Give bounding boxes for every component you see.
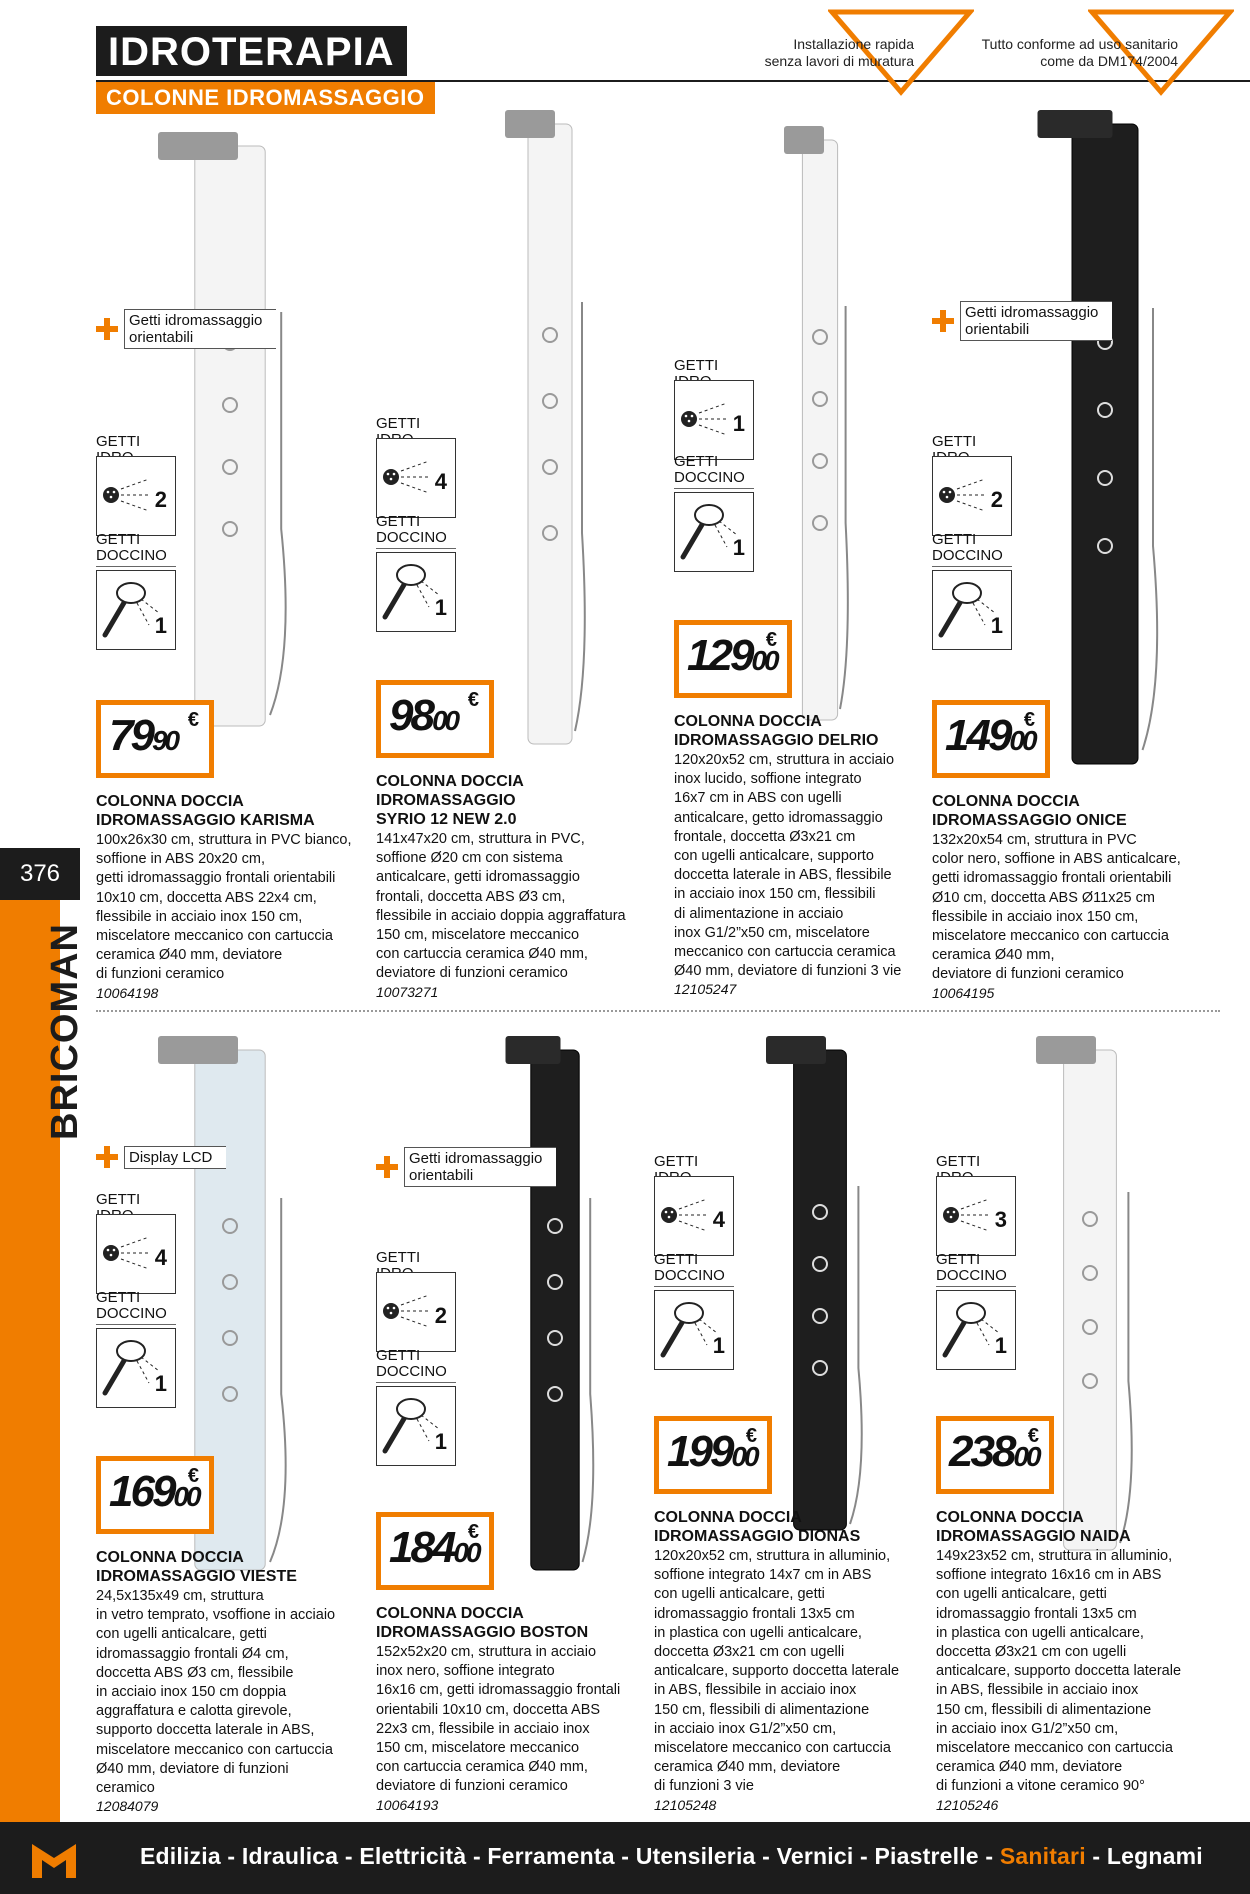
- getti-idro-label: GETTI: [376, 416, 456, 451]
- page-number: 376: [0, 848, 80, 900]
- desc-line: idromassaggio frontali Ø4 cm,: [96, 1645, 289, 1662]
- getti-doccino-count: 1: [732, 535, 745, 560]
- feature-line: orientabili: [129, 329, 194, 346]
- price-value: [687, 633, 777, 684]
- feature-callout: [376, 1148, 556, 1186]
- desc-line: con cartuccia ceramica Ø40 mm,: [376, 1759, 588, 1776]
- title-line: IDROMASSAGGIO NAIDA: [936, 1528, 1131, 1545]
- note-line: Tutto conforme ad uso sanitario: [981, 36, 1178, 52]
- desc-line: in acciaio inox 150 cm, flessibili: [674, 886, 876, 903]
- water-jet-icon: [377, 439, 437, 515]
- price-int: 129: [687, 631, 752, 680]
- product-code: 10064198: [96, 984, 159, 1001]
- price-value: [389, 1525, 479, 1576]
- label-line: DOCCINO: [376, 529, 447, 546]
- desc-line: 152x52x20 cm, struttura in acciaio: [376, 1644, 597, 1660]
- title-line: COLONNA DOCCIA: [674, 713, 822, 730]
- desc-line: anticalcare, getti idromassaggio: [376, 869, 580, 886]
- getti-idro-count: 4: [712, 1207, 725, 1232]
- desc-line: con ugelli anticalcare, getti: [936, 1586, 1107, 1603]
- price-dec: 00: [431, 705, 458, 736]
- getti-doccino-box: [376, 1386, 456, 1466]
- title-line: COLONNA DOCCIA: [376, 773, 524, 790]
- desc-line: Ø40 mm, deviatore di funzioni 3 vie: [674, 963, 902, 980]
- title-line: COLONNA DOCCIA: [96, 1549, 244, 1566]
- product-code: 10064195: [932, 984, 995, 1001]
- desc-line: anticalcare, supporto doccetta laterale: [936, 1663, 1182, 1680]
- feature-text: [404, 1147, 556, 1187]
- getti-idro-box: [96, 1214, 176, 1294]
- footer-categories: [140, 1843, 1203, 1870]
- price-inner: [941, 1421, 1049, 1489]
- footer-separator: -: [614, 1843, 636, 1869]
- desc-line: 10x10 cm, doccetta ABS 22x4 cm,: [96, 889, 317, 906]
- desc-line: frontali, doccetta ABS Ø3 cm,: [376, 888, 566, 905]
- desc-line: in ABS, flessibile in acciaio inox: [654, 1682, 857, 1699]
- footer-separator: -: [978, 1843, 1000, 1869]
- feature-line: Display LCD: [129, 1148, 213, 1166]
- getti-idro-label: GETTI: [96, 434, 176, 469]
- desc-line: 100x26x30 cm, struttura in PVC bianco,: [96, 832, 352, 848]
- plus-icon: [96, 318, 118, 340]
- title-line: COLONNA DOCCIA: [936, 1509, 1084, 1526]
- currency-symbol: €: [467, 1521, 479, 1543]
- getti-idro-box: [936, 1176, 1016, 1256]
- desc-line: ceramica Ø40 mm, deviatore: [96, 947, 283, 964]
- getti-idro-count: 4: [434, 469, 447, 494]
- water-jet-icon: [97, 1215, 157, 1291]
- currency-symbol: €: [187, 709, 199, 731]
- getti-idro-box: [674, 380, 754, 460]
- product-title: [654, 1508, 860, 1546]
- footer-category: Utensileria: [635, 1843, 756, 1869]
- note-line: senza lavori di muratura: [764, 53, 914, 69]
- footer-category: Piastrelle: [874, 1843, 979, 1869]
- feature-callout: [932, 302, 1112, 340]
- product-description: [932, 831, 1202, 985]
- label-line: GETTI: [96, 1289, 141, 1306]
- getti-idro-box: [96, 456, 176, 536]
- getti-doccino-box: [932, 570, 1012, 650]
- feature-text: [960, 301, 1112, 341]
- price-value: [109, 1469, 199, 1520]
- feature-line: Getti idromassaggio: [129, 312, 263, 329]
- product-code: 12105246: [936, 1796, 999, 1813]
- feature-line: orientabili: [409, 1167, 474, 1184]
- desc-line: di funzioni ceramico: [96, 966, 225, 983]
- footer-category: Vernici: [776, 1843, 854, 1869]
- getti-doccino-label: [376, 514, 456, 549]
- getti-doccino-label: [376, 1348, 456, 1383]
- label-line: DOCCINO: [674, 469, 745, 486]
- note-installazione: [740, 36, 914, 70]
- feature-text: [124, 309, 276, 349]
- desc-line: Ø40 mm, deviatore di funzioni: [96, 1760, 289, 1777]
- price-int: 149: [945, 711, 1010, 760]
- getti-doccino-label: [932, 532, 1012, 567]
- title-line: IDROMASSAGGIO DELRIO: [674, 732, 879, 749]
- shower-column-image: [780, 120, 860, 740]
- price-tag: [932, 700, 1050, 778]
- page-subtitle: COLONNE IDROMASSAGGIO: [96, 82, 435, 114]
- desc-line: miscelatore meccanico con cartuccia: [936, 1740, 1173, 1757]
- price-int: 199: [667, 1427, 732, 1476]
- plus-icon: [376, 1156, 398, 1178]
- desc-line: doccetta Ø3x21 cm con ugelli: [654, 1644, 845, 1661]
- label-line: GETTI: [96, 531, 141, 548]
- price-value: [945, 713, 1035, 764]
- getti-doccino-box: [654, 1290, 734, 1370]
- note-conforme: [968, 36, 1178, 70]
- label-line: DOCCINO: [654, 1267, 725, 1284]
- desc-line: soffione integrato 16x16 cm in ABS: [936, 1567, 1162, 1584]
- getti-doccino-label: [96, 532, 176, 567]
- currency-symbol: €: [187, 1465, 199, 1487]
- getti-doccino-count: 1: [434, 1429, 447, 1454]
- getti-doccino-label: [674, 454, 754, 489]
- label-line: GETTI: [936, 1251, 981, 1268]
- desc-line: 150 cm, flessibili di alimentazione: [654, 1701, 870, 1718]
- getti-doccino-box: [936, 1290, 1016, 1370]
- getti-idro-label: GETTI: [96, 1192, 176, 1227]
- desc-line: anticalcare, supporto doccetta laterale: [654, 1663, 900, 1680]
- getti-doccino-count: 1: [994, 1333, 1007, 1358]
- desc-line: anticalcare, getto idromassaggio: [674, 809, 883, 826]
- title-line: COLONNA DOCCIA: [654, 1509, 802, 1526]
- desc-line: in acciaio inox G1/2”x50 cm,: [654, 1720, 837, 1737]
- desc-line: in plastica con ugelli anticalcare,: [936, 1624, 1144, 1641]
- desc-line: in acciaio inox 150 cm doppia: [96, 1684, 287, 1701]
- desc-line: miscelatore meccanico con cartuccia: [96, 928, 333, 945]
- getti-doccino-count: 1: [154, 613, 167, 638]
- desc-line: di funzioni 3 vie: [654, 1778, 754, 1795]
- label-line: GETTI: [376, 1347, 421, 1364]
- price-inner: [101, 1461, 209, 1529]
- getti-idro-count: 4: [154, 1245, 167, 1270]
- currency-symbol: €: [1027, 1425, 1039, 1447]
- getti-idro-count: 1: [732, 411, 745, 436]
- product-title: [96, 792, 315, 830]
- price-inner: [937, 705, 1045, 773]
- price-tag: [96, 700, 214, 778]
- price-inner: [679, 625, 787, 693]
- water-jet-icon: [655, 1177, 715, 1253]
- feature-text: [124, 1146, 226, 1169]
- getti-idro-count: 3: [994, 1207, 1007, 1232]
- desc-line: in ABS, flessibile in acciaio inox: [936, 1682, 1139, 1699]
- plus-icon: [932, 310, 954, 332]
- getti-idro-count: 2: [434, 1303, 447, 1328]
- desc-line: idromassaggio frontali 13x5 cm: [936, 1605, 1137, 1622]
- title-line: IDROMASSAGGIO ONICE: [932, 812, 1127, 829]
- footer-separator: -: [755, 1843, 777, 1869]
- price-int: 169: [109, 1467, 174, 1516]
- price-dec: 00: [1013, 1441, 1039, 1472]
- price-dec: 00: [173, 1481, 199, 1512]
- getti-idro-label: GETTI: [376, 1250, 456, 1285]
- shower-column-image: [1030, 104, 1180, 784]
- currency-symbol: €: [467, 689, 479, 711]
- water-jet-icon: [933, 457, 993, 533]
- water-jet-icon: [675, 381, 735, 457]
- footer-separator: -: [1085, 1843, 1107, 1869]
- desc-line: getti idromassaggio frontali orientabili: [932, 870, 1172, 887]
- getti-doccino-box: [376, 552, 456, 632]
- desc-line: miscelatore meccanico con cartuccia: [932, 928, 1169, 945]
- note-line: come da DM174/2004: [1040, 53, 1178, 69]
- price-inner: [381, 1517, 489, 1585]
- product-description: [654, 1547, 924, 1797]
- price-value: [949, 1429, 1039, 1480]
- title-line: IDROMASSAGGIO KARISMA: [96, 812, 315, 829]
- desc-line: in plastica con ugelli anticalcare,: [654, 1624, 862, 1641]
- desc-line: inox G1/2”x50 cm, miscelatore: [674, 924, 870, 941]
- desc-line: con ugelli anticalcare, getti: [654, 1586, 825, 1603]
- product-title: [96, 1548, 297, 1586]
- getti-idro-count: 2: [154, 487, 167, 512]
- getti-idro-label: GETTI: [654, 1154, 734, 1189]
- desc-line: aggraffatura e calotta girevole,: [96, 1703, 292, 1720]
- desc-line: 120x20x52 cm, struttura in acciaio: [674, 752, 895, 768]
- getti-idro-box: [654, 1176, 734, 1256]
- title-line: COLONNA DOCCIA: [96, 793, 244, 810]
- desc-line: soffione integrato 14x7 cm in ABS: [654, 1567, 872, 1584]
- getti-doccino-box: [96, 1328, 176, 1408]
- desc-line: flessibile in acciaio inox 150 cm,: [932, 908, 1139, 925]
- desc-line: 149x23x52 cm, struttura in alluminio,: [936, 1548, 1173, 1564]
- product-code: 12105248: [654, 1796, 717, 1813]
- getti-idro-label: GETTI: [932, 434, 1012, 469]
- price-dec: 90: [151, 725, 178, 756]
- desc-line: deviatore di funzioni ceramico: [932, 966, 1124, 983]
- label-line: DOCCINO: [376, 1363, 447, 1380]
- desc-line: doccetta laterale in ABS, flessibile: [674, 867, 892, 884]
- product-title: [936, 1508, 1131, 1546]
- label-line: GETTI: [674, 453, 719, 470]
- product-description: [96, 1587, 366, 1798]
- price-tag: [674, 620, 792, 698]
- getti-idro-box: [376, 438, 456, 518]
- desc-line: di funzioni a vitone ceramico 90°: [936, 1778, 1145, 1795]
- desc-line: inox lucido, soffione integrato: [674, 771, 862, 788]
- label-line: DOCCINO: [932, 547, 1003, 564]
- title-line: COLONNA DOCCIA: [376, 1605, 524, 1622]
- footer-category: Edilizia: [140, 1843, 221, 1869]
- price-tag: [654, 1416, 772, 1494]
- desc-line: getti idromassaggio frontali orientabili: [96, 870, 336, 887]
- desc-line: ceramica Ø40 mm,: [932, 947, 1055, 964]
- desc-line: 150 cm, miscelatore meccanico: [376, 927, 580, 944]
- desc-line: con ugelli anticalcare, supporto: [674, 848, 874, 865]
- getti-idro-box: [932, 456, 1012, 536]
- desc-line: color nero, soffione in ABS anticalcare,: [932, 851, 1181, 868]
- product-code: 10073271: [376, 983, 439, 1000]
- desc-line: ceramica Ø40 mm, deviatore: [936, 1759, 1123, 1776]
- product-description: [96, 831, 366, 985]
- getti-doccino-box: [96, 570, 176, 650]
- desc-line: miscelatore meccanico con cartuccia: [654, 1740, 891, 1757]
- getti-idro-box: [376, 1272, 456, 1352]
- footer-category: Idraulica: [241, 1843, 339, 1869]
- desc-line: Ø10 cm, doccetta ABS Ø11x25 cm: [932, 889, 1155, 906]
- product-description: [674, 751, 944, 981]
- price-value: [109, 713, 177, 764]
- footer-separator: -: [220, 1843, 242, 1869]
- desc-line: con cartuccia ceramica Ø40 mm,: [376, 946, 588, 963]
- price-tag: [376, 680, 494, 758]
- price-inner: [381, 685, 489, 753]
- water-jet-icon: [377, 1273, 437, 1349]
- desc-line: 132x20x54 cm, struttura in PVC: [932, 832, 1137, 848]
- price-dec: 00: [731, 1441, 757, 1472]
- water-jet-icon: [97, 457, 157, 533]
- price-tag: [936, 1416, 1054, 1494]
- product-code: 12084079: [96, 1798, 159, 1815]
- getti-doccino-box: [674, 492, 754, 572]
- desc-line: supporto doccetta laterale in ABS,: [96, 1722, 315, 1739]
- product-code: 12105247: [674, 981, 737, 998]
- currency-symbol: €: [1023, 709, 1035, 731]
- price-value: [389, 693, 457, 744]
- price-int: 238: [949, 1427, 1014, 1476]
- desc-line: in acciaio inox G1/2”x50 cm,: [936, 1720, 1119, 1737]
- footer-separator: -: [466, 1843, 488, 1869]
- desc-line: meccanico con cartuccia ceramica: [674, 944, 896, 961]
- desc-line: deviatore di funzioni ceramico: [376, 1778, 568, 1795]
- desc-line: doccetta Ø3x21 cm con ugelli: [936, 1644, 1127, 1661]
- footer-separator: -: [853, 1843, 875, 1869]
- desc-line: ceramico: [96, 1780, 155, 1797]
- label-line: DOCCINO: [96, 1305, 167, 1322]
- getti-idro-count: 2: [990, 487, 1003, 512]
- desc-line: 16x7 cm in ABS con ugelli: [674, 790, 842, 807]
- price-inner: [101, 705, 209, 773]
- getti-doccino-count: 1: [990, 613, 1003, 638]
- desc-line: doccetta ABS Ø3 cm, flessibile: [96, 1664, 294, 1681]
- desc-line: miscelatore meccanico con cartuccia: [96, 1741, 333, 1758]
- title-line: IDROMASSAGGIO BOSTON: [376, 1624, 589, 1641]
- product-title: [376, 1604, 588, 1642]
- desc-line: 150 cm, flessibili di alimentazione: [936, 1701, 1152, 1718]
- desc-line: soffione in ABS 20x20 cm,: [96, 851, 266, 868]
- price-int: 184: [389, 1523, 454, 1572]
- desc-line: orientabili 10x10 cm, doccetta ABS: [376, 1701, 601, 1718]
- note-line: Installazione rapida: [793, 36, 914, 52]
- desc-line: con ugelli anticalcare, getti: [96, 1626, 267, 1643]
- desc-line: 22x3 cm, flessibile in acciaio inox: [376, 1720, 590, 1737]
- footer-category: Elettricità: [359, 1843, 467, 1869]
- title-line: IDROMASSAGGIO VIESTE: [96, 1568, 297, 1585]
- feature-line: Getti idromassaggio: [409, 1150, 543, 1167]
- getti-doccino-label: [654, 1252, 734, 1287]
- water-jet-icon: [937, 1177, 997, 1253]
- price-dec: 00: [453, 1537, 479, 1568]
- price-dec: 00: [1009, 725, 1035, 756]
- price-int: 79: [109, 711, 152, 760]
- feature-callout: [96, 1138, 226, 1176]
- currency-symbol: €: [745, 1425, 757, 1447]
- footer-category: Sanitari: [999, 1843, 1086, 1869]
- price-tag: [96, 1456, 214, 1534]
- desc-line: 120x20x52 cm, struttura in alluminio,: [654, 1548, 891, 1564]
- label-line: DOCCINO: [936, 1267, 1007, 1284]
- desc-line: 150 cm, miscelatore meccanico: [376, 1740, 580, 1757]
- price-value: [667, 1429, 757, 1480]
- desc-line: frontale, doccetta Ø3x21 cm: [674, 828, 856, 845]
- title-line: IDROMASSAGGIO: [376, 792, 516, 809]
- desc-line: flessibile in acciaio inox 150 cm,: [96, 908, 303, 925]
- product-title: [674, 712, 878, 750]
- desc-line: deviatore di funzioni ceramico: [376, 965, 568, 982]
- product-description: [376, 1643, 646, 1797]
- product-title: [376, 772, 524, 829]
- feature-line: orientabili: [965, 321, 1030, 338]
- label-line: GETTI: [654, 1251, 699, 1268]
- shower-column-image: [500, 104, 600, 764]
- getti-doccino-count: 1: [154, 1371, 167, 1396]
- desc-line: inox nero, soffione integrato: [376, 1663, 555, 1680]
- getti-doccino-label: [936, 1252, 1016, 1287]
- desc-line: flessibile in acciaio doppia aggraffatura: [376, 907, 626, 924]
- brand-logo: BRICOMAN: [44, 923, 86, 1140]
- footer-category: Ferramenta: [487, 1843, 615, 1869]
- getti-idro-label: GETTI: [674, 358, 754, 393]
- currency-symbol: €: [765, 629, 777, 651]
- product-description: [936, 1547, 1206, 1797]
- product-description: [376, 830, 646, 984]
- product-code: 10064193: [376, 1796, 439, 1813]
- feature-callout: [96, 310, 276, 348]
- desc-line: idromassaggio frontali 13x5 cm: [654, 1605, 855, 1622]
- label-line: GETTI: [376, 513, 421, 530]
- getti-idro-label: GETTI: [936, 1154, 1016, 1189]
- desc-line: 24,5x135x49 cm, struttura: [96, 1588, 264, 1604]
- price-dec: 00: [751, 645, 777, 676]
- desc-line: ceramica Ø40 mm, deviatore: [654, 1759, 841, 1776]
- desc-line: soffione Ø20 cm con sistema: [376, 850, 563, 867]
- title-line: COLONNA DOCCIA: [932, 793, 1080, 810]
- getti-doccino-count: 1: [712, 1333, 725, 1358]
- desc-line: in vetro temprato, vsoffione in acciaio: [96, 1607, 336, 1624]
- price-int: 98: [389, 691, 432, 740]
- label-line: GETTI: [932, 531, 977, 548]
- page-title: IDROTERAPIA: [96, 26, 407, 76]
- desc-line: 16x16 cm, getti idromassaggio frontali: [376, 1682, 621, 1699]
- shower-column-image: [500, 1030, 610, 1590]
- product-title: [932, 792, 1127, 830]
- price-tag: [376, 1512, 494, 1590]
- section-divider: [96, 1010, 1220, 1012]
- getti-doccino-count: 1: [434, 595, 447, 620]
- shower-column-image: [760, 1030, 880, 1550]
- feature-line: Getti idromassaggio: [965, 304, 1099, 321]
- desc-line: di alimentazione in acciaio: [674, 905, 844, 922]
- price-inner: [659, 1421, 767, 1489]
- label-line: DOCCINO: [96, 547, 167, 564]
- plus-icon: [96, 1146, 118, 1168]
- title-line: IDROMASSAGGIO DIONAS: [654, 1528, 861, 1545]
- title-line: SYRIO 12 NEW 2.0: [376, 811, 517, 828]
- desc-line: 141x47x20 cm, struttura in PVC,: [376, 831, 585, 847]
- footer-separator: -: [338, 1843, 360, 1869]
- bricoman-m-logo-icon: [32, 1838, 76, 1878]
- getti-doccino-label: [96, 1290, 176, 1325]
- footer-category: Legnami: [1106, 1843, 1203, 1869]
